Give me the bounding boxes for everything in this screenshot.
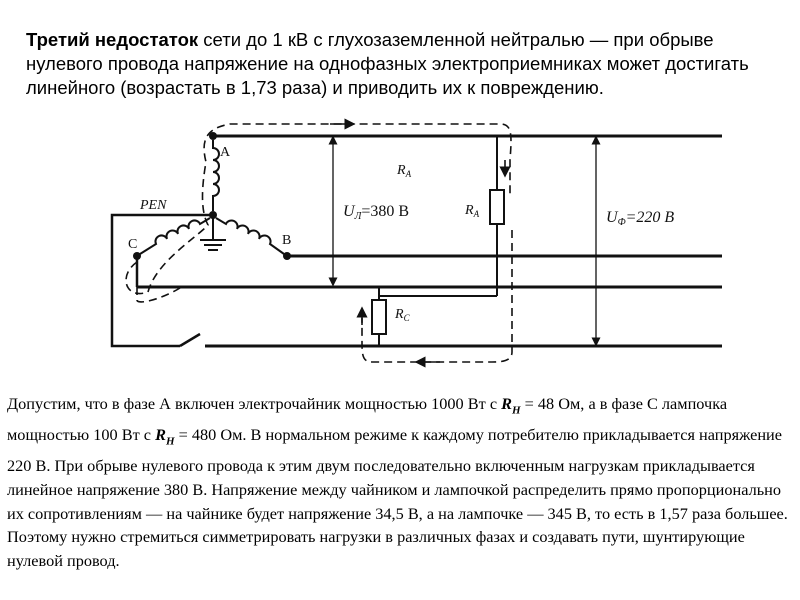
body-part-2: = 48 Ом, а в фазе С лампочка мощностью 100 Вт с <box>7 394 728 445</box>
label-a: A <box>220 145 231 160</box>
intro-lead: Третий недостаток <box>26 29 199 50</box>
label-ra: $R_A$ <box>465 203 480 219</box>
winding-c <box>140 218 210 254</box>
label-pen: PEN <box>140 198 167 213</box>
current-path <box>126 124 511 294</box>
label-ul: UЛ=380 В <box>343 203 410 222</box>
label-uf: UФ=220 В <box>606 209 675 228</box>
current-path-c <box>137 287 180 302</box>
body-part-1: Допустим, что в фазе А включен электрочайник мощностью 1000 Вт с <box>7 394 502 413</box>
body-part-3: = 480 Ом. В нормальном режиме к каждому потребителю прикладывается напряжение 220 В. При обрыве нулевого провода к этим двум последовательно включенным нагрузкам прикладывается линейное напряжение 380 В. Напряжение между чайником и лампочкой распределить прямо пропорционально их сопротивлениям — на чайнике будет напряжение 34,5 В, а на лампочке — 345 В, то есть в 1,57 раза большее. Поэтому нужно стремиться симметрировать нагрузки в различных фазах и создавать пути, шунтирующие нулевой провод. <box>7 425 788 571</box>
resistor-ra <box>490 190 504 224</box>
rh-symbol-2: R <box>155 425 166 445</box>
rh-term-2 <box>155 425 175 448</box>
winding-b <box>216 218 284 254</box>
body-paragraph <box>7 392 797 573</box>
label-b: B <box>282 233 292 248</box>
rh-subscript-2: Н <box>165 435 175 448</box>
rh-subscript-1: Н <box>512 404 521 417</box>
rh-term-1 <box>501 394 521 417</box>
resistor-rc <box>372 300 386 334</box>
rh-symbol-1: R <box>501 394 512 413</box>
label-ra-top: $R_A$ <box>397 163 412 179</box>
label-rc: $R_C$ <box>395 307 410 323</box>
intro-rest: сети до 1 кВ с глухозаземленной нейтралью — при обрыве нулевого провода напряжение на однофазных электроприемниках может достигать линейного (возрастать в 1,73 раза) и приводить их к повреждению. <box>26 29 749 98</box>
circuit-diagram <box>0 110 800 390</box>
intro-paragraph <box>26 28 786 100</box>
winding-a <box>213 140 219 211</box>
label-c: C <box>128 237 138 252</box>
pen-break-switch <box>180 334 200 346</box>
